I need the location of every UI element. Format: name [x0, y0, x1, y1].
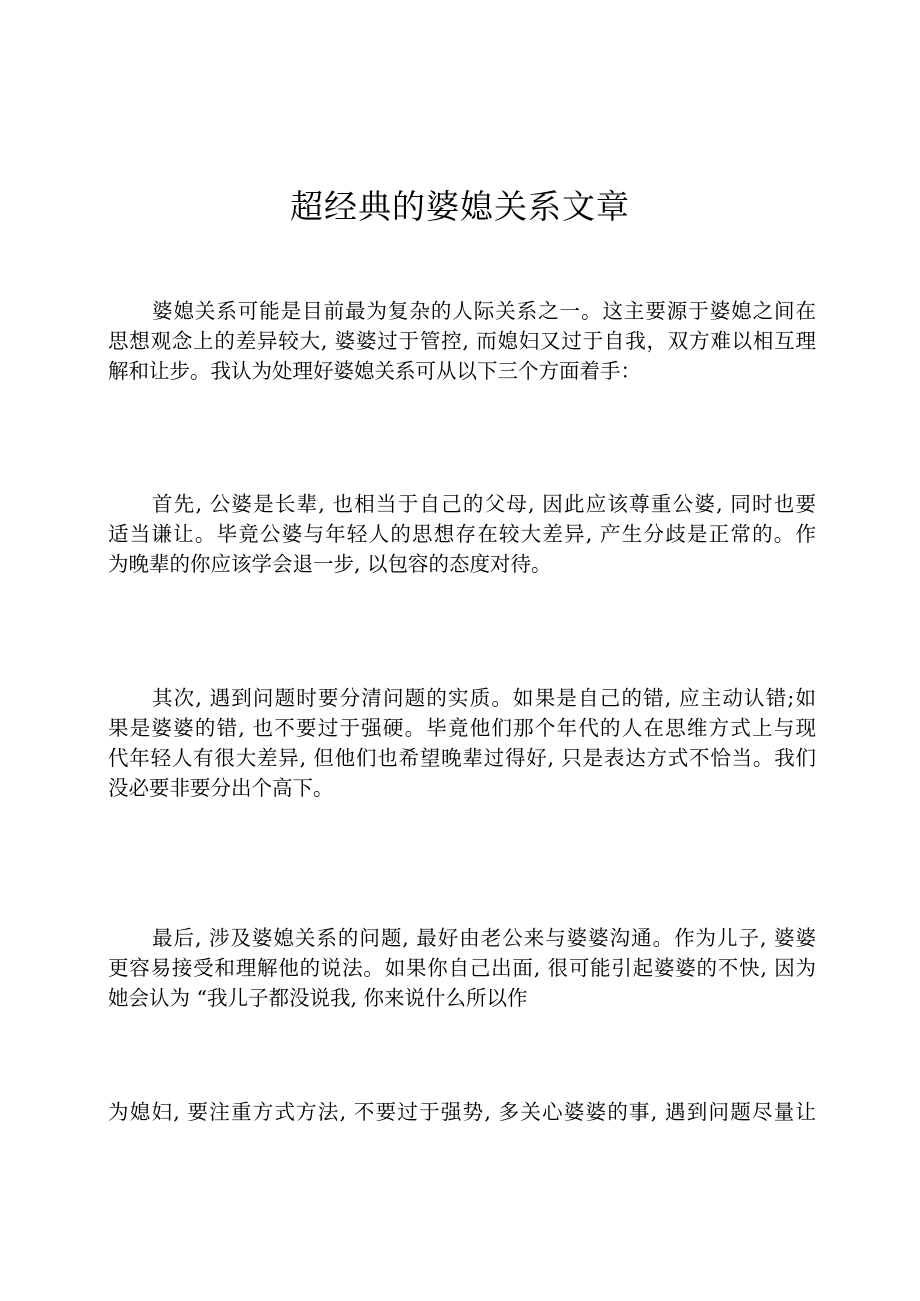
paragraph-line: 其次, 遇到问题时要分清问题的实质。如果是自己的错, 应主动认错;如: [152, 686, 816, 710]
document-title: 超经典的婆媳关系文章: [290, 187, 630, 226]
paragraph-line: 果是婆婆的错, 也不要过于强硬。毕竟他们那个年代的人在思维方式上与现: [108, 716, 816, 740]
paragraph-line: 首先, 公婆是长辈, 也相当于自己的父母, 因此应该尊重公婆, 同时也要: [152, 492, 816, 516]
paragraph-line: 为晚辈的你应该学会退一步, 以包容的态度对待。: [108, 552, 552, 576]
paragraph-line: 最后, 涉及婆媳关系的问题, 最好由老公来与婆婆沟通。作为儿子, 婆婆: [152, 926, 816, 950]
paragraph-line: 更容易接受和理解他的说法。如果你自己出面, 很可能引起婆婆的不快, 因为: [108, 956, 816, 980]
paragraph-line: 为媳妇, 要注重方式方法, 不要过于强势, 多关心婆婆的事, 遇到问题尽量让: [108, 1100, 816, 1124]
paragraph-line: 解和让步。我认为处理好婆媳关系可从以下三个方面着手：: [108, 359, 641, 383]
paragraph-first-point: [108, 489, 816, 579]
paragraph-line: 适当谦让。毕竟公婆与年轻人的思想存在较大差异, 产生分歧是正常的。作: [108, 522, 816, 546]
paragraph-line: 思想观念上的差异较大, 婆婆过于管控, 而媳妇又过于自我，双方难以相互理: [108, 329, 816, 353]
paragraph-line: 她会认为 “我儿子都没说我, 你来说什么所以作: [108, 986, 528, 1010]
paragraph-third-point: [108, 923, 816, 1013]
paragraph-line: 婆媳关系可能是目前最为复杂的人际关系之一。这主要源于婆媳之间在: [152, 299, 816, 323]
paragraph-continuation: [108, 1097, 816, 1127]
paragraph-line: 没必要非要分出个高下。: [108, 776, 334, 800]
paragraph-second-point: [108, 683, 816, 803]
paragraph-line: 代年轻人有很大差异, 但他们也希望晚辈过得好, 只是表达方式不恰当。我们: [108, 746, 816, 770]
paragraph-intro: [108, 296, 816, 386]
